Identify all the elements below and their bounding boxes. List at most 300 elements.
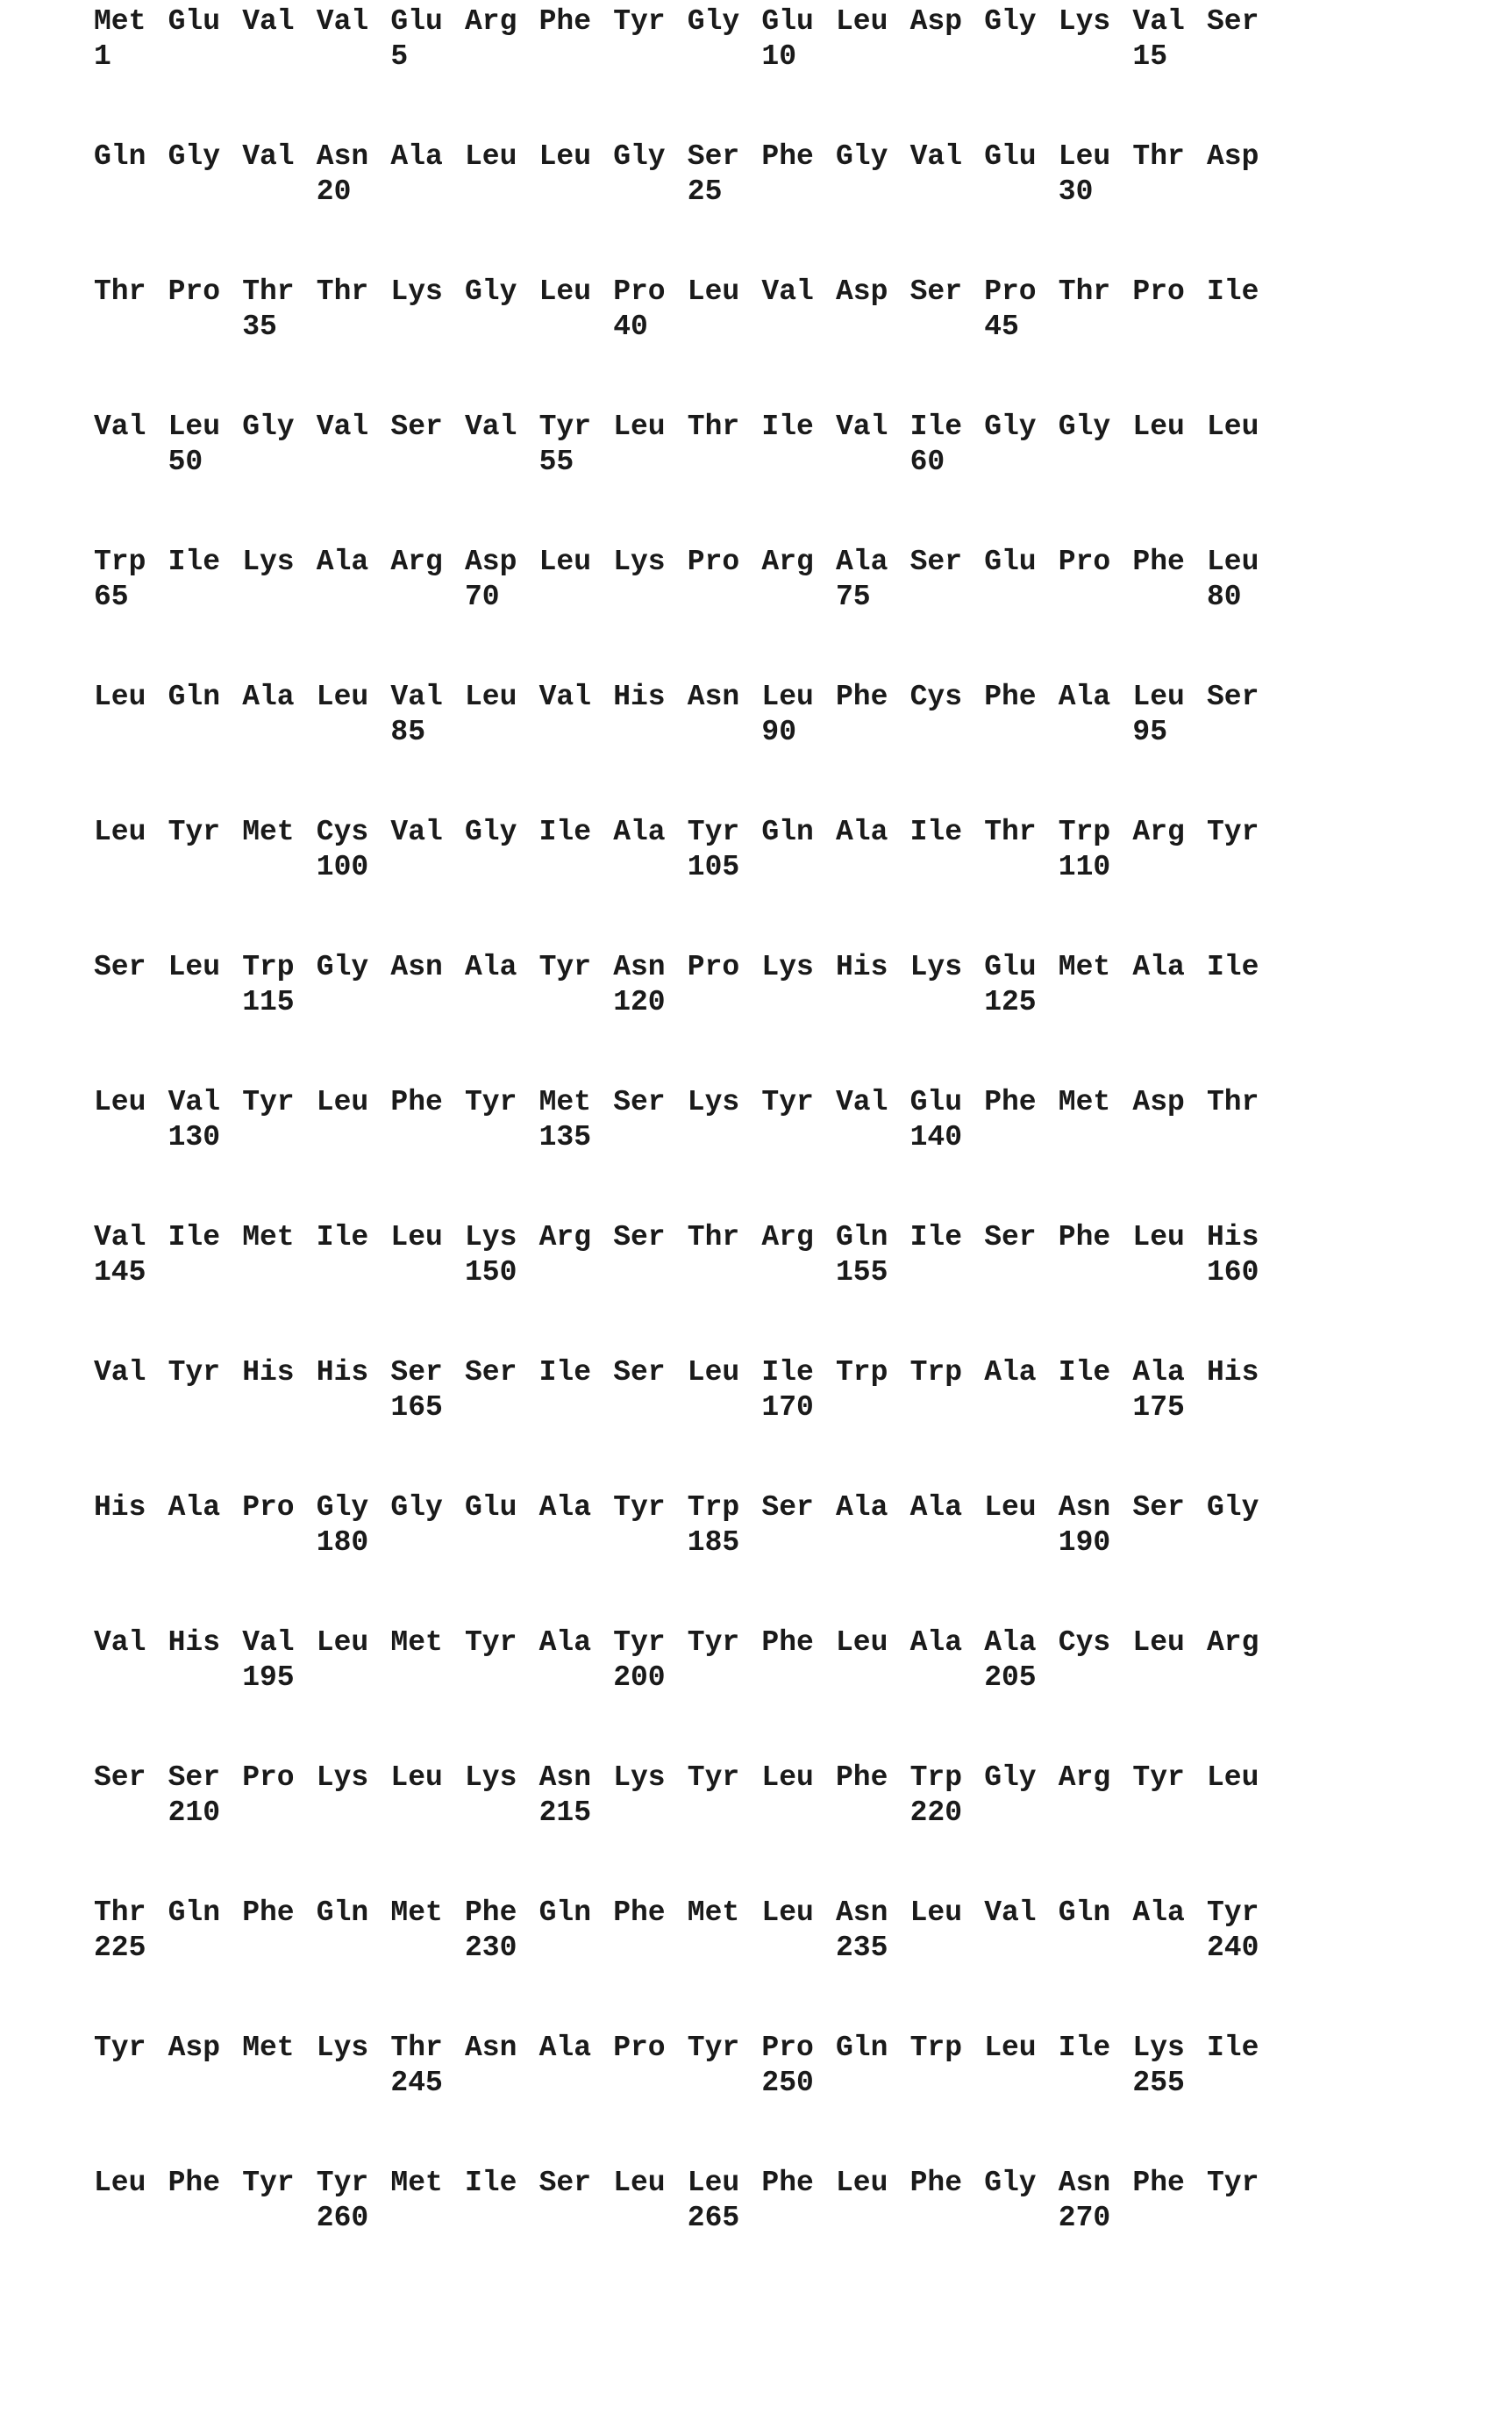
residue: Lys xyxy=(465,1223,517,1252)
residue: Gly xyxy=(1059,412,1110,441)
residue: Ile xyxy=(465,2168,517,2197)
residue: Arg xyxy=(1207,1628,1259,1657)
residue: Tyr xyxy=(1207,1898,1259,1927)
residue: Leu xyxy=(390,1763,442,1792)
residue: Phe xyxy=(465,1898,517,1927)
residue: Met xyxy=(242,818,294,846)
residue: Val xyxy=(836,1088,888,1117)
position-number: 40 xyxy=(613,312,648,341)
residue: Leu xyxy=(1132,1628,1184,1657)
residue: Ile xyxy=(539,818,591,846)
position-number: 150 xyxy=(465,1258,517,1287)
residue: Val xyxy=(984,1898,1036,1927)
residue: Asp xyxy=(1207,142,1259,171)
residue: Tyr xyxy=(539,953,591,982)
position-number: 15 xyxy=(1132,42,1167,71)
residue: Val xyxy=(465,412,517,441)
residue: Arg xyxy=(465,7,517,36)
position-number: 145 xyxy=(94,1258,146,1287)
residue: Val xyxy=(94,1628,146,1657)
residue: Trp xyxy=(836,1358,888,1387)
residue: Leu xyxy=(761,1763,813,1792)
position-number: 220 xyxy=(910,1798,962,1827)
residue: Ala xyxy=(910,1628,962,1657)
residue: Val xyxy=(94,1223,146,1252)
residue: Ala xyxy=(836,547,888,576)
residue: Ala xyxy=(1132,1358,1184,1387)
position-number: 235 xyxy=(836,1933,888,1962)
residue: Pro xyxy=(242,1493,294,1522)
residue: Met xyxy=(1059,1088,1110,1117)
sequence-block xyxy=(0,1088,1512,1184)
residue: Leu xyxy=(984,1493,1036,1522)
residue: Ser xyxy=(984,1223,1036,1252)
residue: Ser xyxy=(1207,682,1259,711)
residue: Phe xyxy=(1132,547,1184,576)
residue: Lys xyxy=(317,2033,368,2062)
residue: Thr xyxy=(984,818,1036,846)
residue: Gly xyxy=(1207,1493,1259,1522)
sequence-block xyxy=(0,2168,1512,2265)
residue: Glu xyxy=(761,7,813,36)
position-number: 70 xyxy=(465,582,500,611)
residue: Leu xyxy=(910,1898,962,1927)
position-number: 25 xyxy=(688,177,723,206)
residue: Gln xyxy=(836,2033,888,2062)
residue: Met xyxy=(1059,953,1110,982)
residue: Thr xyxy=(94,1898,146,1927)
position-number: 75 xyxy=(836,582,871,611)
residue: Pro xyxy=(168,277,220,306)
residue: Leu xyxy=(1207,547,1259,576)
residue: Asn xyxy=(688,682,739,711)
residue: Leu xyxy=(1132,1223,1184,1252)
residue: Thr xyxy=(1207,1088,1259,1117)
residue: Trp xyxy=(910,2033,962,2062)
residue: Leu xyxy=(836,1628,888,1657)
residue: Phe xyxy=(984,682,1036,711)
residue: Ser xyxy=(390,412,442,441)
residue: Tyr xyxy=(688,818,739,846)
residue: Thr xyxy=(317,277,368,306)
residue: Ala xyxy=(390,142,442,171)
residue: Glu xyxy=(984,953,1036,982)
residue: Ala xyxy=(836,1493,888,1522)
residue: Asn xyxy=(539,1763,591,1792)
residue: Val xyxy=(242,7,294,36)
position-number: 140 xyxy=(910,1123,962,1152)
sequence-block xyxy=(0,1223,1512,1319)
position-number: 230 xyxy=(465,1933,517,1962)
residue: Val xyxy=(242,142,294,171)
residue: Ala xyxy=(539,2033,591,2062)
residue: Leu xyxy=(1059,142,1110,171)
residue: Tyr xyxy=(1207,818,1259,846)
residue: Ala xyxy=(1132,953,1184,982)
residue: Leu xyxy=(168,412,220,441)
residue: Met xyxy=(390,1628,442,1657)
residue: Phe xyxy=(613,1898,665,1927)
position-number: 155 xyxy=(836,1258,888,1287)
residue: Phe xyxy=(836,682,888,711)
residue: Leu xyxy=(465,142,517,171)
residue: Leu xyxy=(465,682,517,711)
residue: Gly xyxy=(984,7,1036,36)
residue: Ala xyxy=(984,1628,1036,1657)
residue: Ser xyxy=(910,277,962,306)
residue: Arg xyxy=(761,547,813,576)
residue: Phe xyxy=(539,7,591,36)
position-number: 205 xyxy=(984,1663,1036,1692)
position-number: 195 xyxy=(242,1663,294,1692)
position-number: 175 xyxy=(1132,1393,1184,1422)
residue: Gly xyxy=(688,7,739,36)
residue: Asn xyxy=(613,953,665,982)
residue: Leu xyxy=(613,2168,665,2197)
residue: Thr xyxy=(1059,277,1110,306)
residue: Tyr xyxy=(1132,1763,1184,1792)
residue: Lys xyxy=(761,953,813,982)
residue: Trp xyxy=(94,547,146,576)
residue: His xyxy=(613,682,665,711)
residue: Ile xyxy=(539,1358,591,1387)
residue: Val xyxy=(910,142,962,171)
position-number: 110 xyxy=(1059,853,1110,882)
residue: Tyr xyxy=(465,1088,517,1117)
residue: Asn xyxy=(1059,2168,1110,2197)
sequence-block xyxy=(0,2033,1512,2130)
position-number: 135 xyxy=(539,1123,591,1152)
residue: Arg xyxy=(1059,1763,1110,1792)
residue: Ala xyxy=(836,818,888,846)
residue: Gly xyxy=(168,142,220,171)
residue: Met xyxy=(390,2168,442,2197)
residue: Asn xyxy=(836,1898,888,1927)
sequence-block xyxy=(0,818,1512,914)
residue: Val xyxy=(94,412,146,441)
residue: Phe xyxy=(761,1628,813,1657)
residue: Ile xyxy=(910,1223,962,1252)
residue: Leu xyxy=(317,682,368,711)
sequence-block xyxy=(0,953,1512,1049)
sequence-block xyxy=(0,277,1512,374)
residue: Trp xyxy=(688,1493,739,1522)
residue: Thr xyxy=(390,2033,442,2062)
residue: Leu xyxy=(94,682,146,711)
residue: Ala xyxy=(317,547,368,576)
residue: Cys xyxy=(317,818,368,846)
residue: Val xyxy=(390,682,442,711)
residue: His xyxy=(168,1628,220,1657)
residue: Glu xyxy=(910,1088,962,1117)
residue: Val xyxy=(317,412,368,441)
residue: Pro xyxy=(1059,547,1110,576)
residue: Ala xyxy=(539,1493,591,1522)
residue: Lys xyxy=(390,277,442,306)
residue: Leu xyxy=(317,1088,368,1117)
residue: Ile xyxy=(761,412,813,441)
residue: Ser xyxy=(910,547,962,576)
position-number: 85 xyxy=(390,718,425,746)
residue: Ser xyxy=(390,1358,442,1387)
residue: Met xyxy=(390,1898,442,1927)
position-number: 80 xyxy=(1207,582,1242,611)
position-number: 260 xyxy=(317,2203,368,2232)
position-number: 50 xyxy=(168,447,203,476)
residue: Cys xyxy=(1059,1628,1110,1657)
position-number: 210 xyxy=(168,1798,220,1827)
residue: Gln xyxy=(168,1898,220,1927)
residue: Leu xyxy=(1207,1763,1259,1792)
residue: Ser xyxy=(168,1763,220,1792)
residue: Tyr xyxy=(688,1763,739,1792)
residue: Pro xyxy=(761,2033,813,2062)
residue: Ala xyxy=(1059,682,1110,711)
residue: Gly xyxy=(390,1493,442,1522)
residue: Thr xyxy=(1132,142,1184,171)
residue: Lys xyxy=(688,1088,739,1117)
residue: Ser xyxy=(539,2168,591,2197)
sequence-listing-page xyxy=(0,0,1512,2414)
sequence-block xyxy=(0,1898,1512,1995)
residue: Pro xyxy=(613,277,665,306)
residue: Lys xyxy=(317,1763,368,1792)
residue: Asp xyxy=(1132,1088,1184,1117)
residue: Ala xyxy=(465,953,517,982)
residue: His xyxy=(317,1358,368,1387)
residue: Leu xyxy=(94,1088,146,1117)
residue: Tyr xyxy=(168,1358,220,1387)
residue: Met xyxy=(242,1223,294,1252)
position-number: 105 xyxy=(688,853,739,882)
residue: Ser xyxy=(613,1223,665,1252)
residue: Gln xyxy=(539,1898,591,1927)
residue: Ile xyxy=(1207,953,1259,982)
residue: Leu xyxy=(613,412,665,441)
residue: Leu xyxy=(317,1628,368,1657)
residue: Glu xyxy=(984,547,1036,576)
residue: His xyxy=(94,1493,146,1522)
residue: Asp xyxy=(910,7,962,36)
residue: Phe xyxy=(168,2168,220,2197)
residue: Trp xyxy=(910,1358,962,1387)
position-number: 90 xyxy=(761,718,796,746)
residue: Tyr xyxy=(168,818,220,846)
sequence-block xyxy=(0,1628,1512,1725)
residue: Arg xyxy=(390,547,442,576)
residue: Val xyxy=(390,818,442,846)
residue: Asn xyxy=(1059,1493,1110,1522)
residue: Leu xyxy=(688,277,739,306)
residue: Phe xyxy=(242,1898,294,1927)
position-number: 125 xyxy=(984,988,1036,1017)
residue: Ala xyxy=(539,1628,591,1657)
position-number: 250 xyxy=(761,2068,813,2097)
residue: Val xyxy=(94,1358,146,1387)
residue: His xyxy=(1207,1223,1259,1252)
residue: Ile xyxy=(168,1223,220,1252)
residue: Ala xyxy=(168,1493,220,1522)
position-number: 20 xyxy=(317,177,352,206)
residue: Met xyxy=(688,1898,739,1927)
position-number: 35 xyxy=(242,312,277,341)
residue: Phe xyxy=(761,2168,813,2197)
residue: Asn xyxy=(390,953,442,982)
residue: Asp xyxy=(465,547,517,576)
residue: Pro xyxy=(1132,277,1184,306)
position-number: 240 xyxy=(1207,1933,1259,1962)
position-number: 160 xyxy=(1207,1258,1259,1287)
residue: Pro xyxy=(613,2033,665,2062)
residue: Leu xyxy=(761,1898,813,1927)
sequence-block xyxy=(0,682,1512,779)
position-number: 60 xyxy=(910,447,945,476)
residue: Gly xyxy=(836,142,888,171)
residue: Thr xyxy=(688,1223,739,1252)
residue: Trp xyxy=(242,953,294,982)
residue: Pro xyxy=(242,1763,294,1792)
residue: Tyr xyxy=(761,1088,813,1117)
residue: Tyr xyxy=(317,2168,368,2197)
residue: Pro xyxy=(984,277,1036,306)
residue: Met xyxy=(242,2033,294,2062)
residue: Val xyxy=(836,412,888,441)
residue: Gly xyxy=(984,412,1036,441)
residue: Leu xyxy=(1207,412,1259,441)
residue: Phe xyxy=(910,2168,962,2197)
position-number: 255 xyxy=(1132,2068,1184,2097)
residue: Gln xyxy=(761,818,813,846)
sequence-block xyxy=(0,547,1512,644)
position-number: 115 xyxy=(242,988,294,1017)
residue: Asn xyxy=(317,142,368,171)
residue: Val xyxy=(168,1088,220,1117)
residue: Ser xyxy=(1132,1493,1184,1522)
residue: Leu xyxy=(688,2168,739,2197)
residue: Leu xyxy=(836,7,888,36)
residue: Leu xyxy=(688,1358,739,1387)
residue: Glu xyxy=(168,7,220,36)
position-number: 45 xyxy=(984,312,1019,341)
position-number: 200 xyxy=(613,1663,665,1692)
residue: Val xyxy=(761,277,813,306)
residue: Cys xyxy=(910,682,962,711)
position-number: 180 xyxy=(317,1528,368,1557)
residue: Pro xyxy=(688,547,739,576)
position-number: 130 xyxy=(168,1123,220,1152)
residue: Phe xyxy=(1059,1223,1110,1252)
residue: Ala xyxy=(984,1358,1036,1387)
residue: Ser xyxy=(94,953,146,982)
residue: Ile xyxy=(1059,1358,1110,1387)
residue: Ser xyxy=(613,1088,665,1117)
residue: Leu xyxy=(761,682,813,711)
residue: Ser xyxy=(465,1358,517,1387)
residue: Val xyxy=(242,1628,294,1657)
residue: Gln xyxy=(1059,1898,1110,1927)
residue: Gln xyxy=(317,1898,368,1927)
residue: Phe xyxy=(390,1088,442,1117)
residue: Arg xyxy=(539,1223,591,1252)
residue: Lys xyxy=(465,1763,517,1792)
residue: Ser xyxy=(688,142,739,171)
residue: Asp xyxy=(836,277,888,306)
residue: Leu xyxy=(539,547,591,576)
residue: Leu xyxy=(984,2033,1036,2062)
residue: Ser xyxy=(1207,7,1259,36)
position-number: 270 xyxy=(1059,2203,1110,2232)
position-number: 65 xyxy=(94,582,129,611)
position-number: 1 xyxy=(94,42,111,71)
residue: His xyxy=(836,953,888,982)
residue: Ile xyxy=(910,412,962,441)
position-number: 95 xyxy=(1132,718,1167,746)
position-number: 10 xyxy=(761,42,796,71)
residue: Leu xyxy=(1132,412,1184,441)
residue: Tyr xyxy=(94,2033,146,2062)
residue: Arg xyxy=(761,1223,813,1252)
residue: Val xyxy=(1132,7,1184,36)
residue: Leu xyxy=(94,2168,146,2197)
residue: Leu xyxy=(1132,682,1184,711)
residue: Thr xyxy=(688,412,739,441)
residue: Ile xyxy=(910,818,962,846)
residue: Gly xyxy=(242,412,294,441)
residue: Ile xyxy=(761,1358,813,1387)
residue: Ile xyxy=(1207,2033,1259,2062)
residue: Pro xyxy=(688,953,739,982)
residue: His xyxy=(242,1358,294,1387)
position-number: 225 xyxy=(94,1933,146,1962)
residue: Gln xyxy=(168,682,220,711)
position-number: 185 xyxy=(688,1528,739,1557)
residue: Val xyxy=(539,682,591,711)
residue: Met xyxy=(539,1088,591,1117)
residue: Glu xyxy=(465,1493,517,1522)
position-number: 215 xyxy=(539,1798,591,1827)
residue: Leu xyxy=(539,277,591,306)
residue: Ala xyxy=(613,818,665,846)
residue: Gly xyxy=(984,1763,1036,1792)
residue: Ile xyxy=(168,547,220,576)
residue: Tyr xyxy=(1207,2168,1259,2197)
residue: Asp xyxy=(168,2033,220,2062)
sequence-block xyxy=(0,7,1512,104)
position-number: 245 xyxy=(390,2068,442,2097)
residue: Glu xyxy=(984,142,1036,171)
sequence-block xyxy=(0,1763,1512,1860)
position-number: 265 xyxy=(688,2203,739,2232)
residue: Glu xyxy=(390,7,442,36)
sequence-block xyxy=(0,1358,1512,1454)
residue: Ile xyxy=(1207,277,1259,306)
residue: Gly xyxy=(317,1493,368,1522)
residue: Lys xyxy=(1132,2033,1184,2062)
position-number: 5 xyxy=(390,42,408,71)
residue: Lys xyxy=(910,953,962,982)
residue: Lys xyxy=(242,547,294,576)
residue: Gln xyxy=(94,142,146,171)
residue: Gly xyxy=(465,818,517,846)
sequence-block xyxy=(0,1493,1512,1589)
residue: Gln xyxy=(836,1223,888,1252)
residue: Tyr xyxy=(465,1628,517,1657)
residue: Thr xyxy=(94,277,146,306)
residue: Ser xyxy=(761,1493,813,1522)
residue: Phe xyxy=(984,1088,1036,1117)
residue: Phe xyxy=(836,1763,888,1792)
residue: Gly xyxy=(465,277,517,306)
